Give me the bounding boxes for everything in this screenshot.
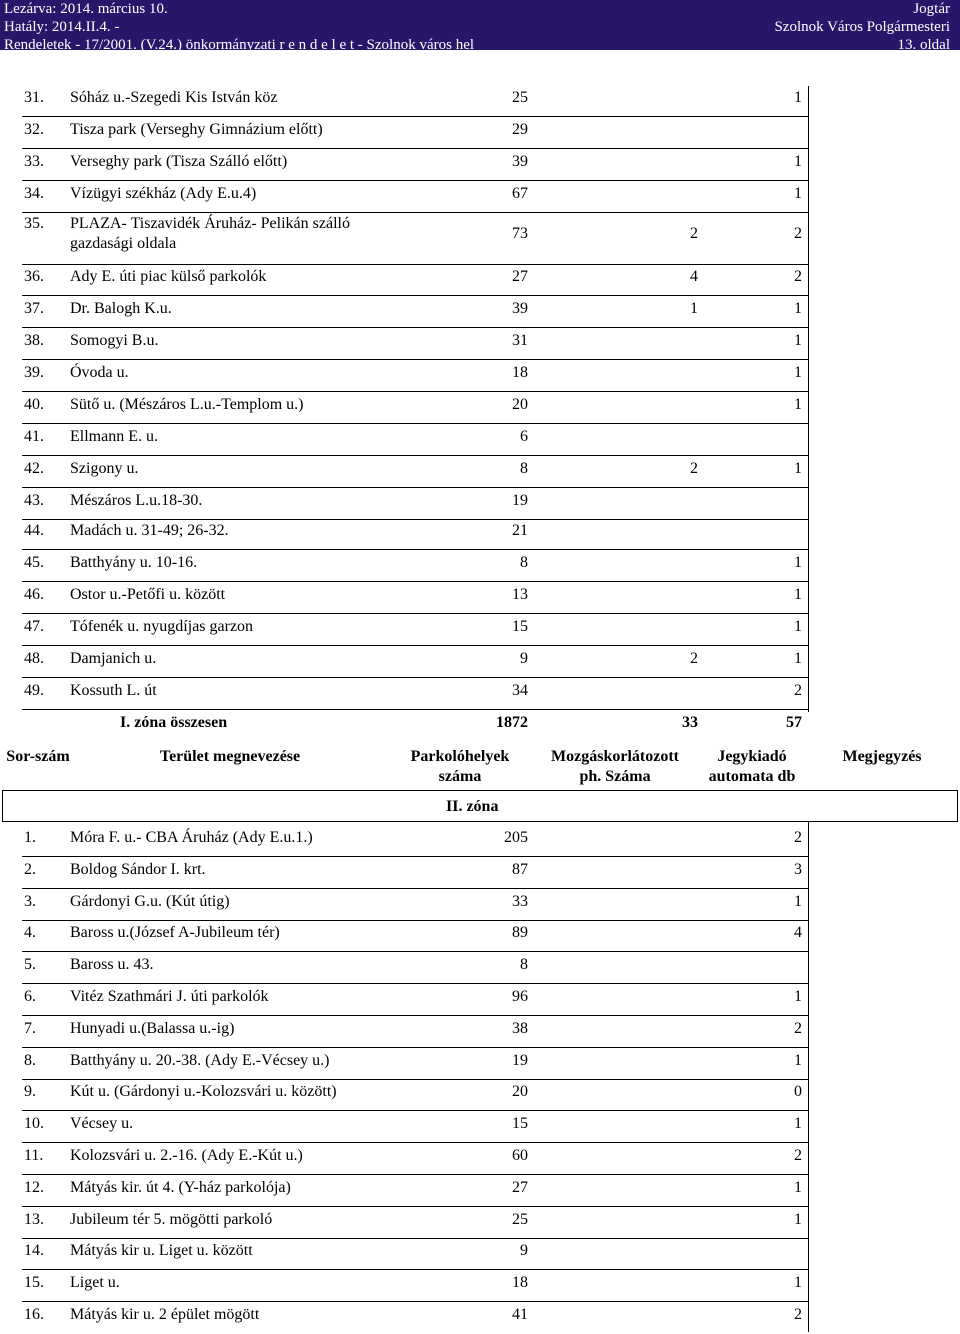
row-divider [22, 983, 808, 984]
row-divider [22, 455, 808, 456]
row-number: 15. [24, 1274, 44, 1292]
parking-spaces: 13 [512, 586, 528, 603]
parking-spaces: 41 [512, 1306, 528, 1323]
row-divider [22, 677, 808, 678]
parking-spaces: 15 [512, 618, 528, 635]
area-name: Baross u.(József A-Jubileum tér) [70, 924, 280, 942]
row-divider [22, 1079, 808, 1080]
parking-spaces: 27 [512, 1178, 528, 1196]
area-name: Sóház u.-Szegedi Kis István köz [70, 89, 278, 106]
ticket-machines: 1 [794, 396, 802, 413]
parking-spaces: 9 [520, 650, 528, 667]
zone-total-disabled: 33 [682, 714, 698, 731]
column-header-name: Terület megnevezése [159, 748, 301, 765]
row-divider [22, 951, 808, 952]
area-name: Verseghy park (Tisza Szálló előtt) [70, 153, 288, 170]
parking-spaces: 89 [512, 924, 528, 942]
ticket-machines: 1 [794, 586, 802, 603]
row-divider [22, 581, 808, 582]
area-name: Vécsey u. [70, 1115, 134, 1133]
zone-title: II. zóna [446, 798, 499, 815]
parking-spaces: 21 [512, 522, 528, 539]
header-regulation-title: Rendeletek - 17/2001. (V.24.) önkormányzati r e n d e l e t - Szolnok város hel [4, 37, 475, 53]
zone-total-label: I. zóna összesen [120, 714, 228, 731]
ticket-machines: 1 [794, 988, 802, 1005]
row-divider [22, 295, 808, 296]
row-divider [22, 487, 808, 488]
area-name: Vitéz Szathmári J. úti parkolók [70, 988, 269, 1005]
parking-spaces: 31 [512, 332, 528, 349]
ticket-machines: 2 [794, 1147, 802, 1164]
row-number: 46. [24, 586, 44, 603]
parking-spaces: 205 [504, 829, 528, 846]
column-header-machines-2: automata db [708, 768, 796, 785]
header-office: Szolnok Város Polgármesteri [774, 19, 950, 35]
disabled-spaces: 2 [690, 460, 698, 477]
ticket-machines: 1 [794, 1051, 802, 1069]
disabled-spaces: 4 [690, 268, 698, 285]
ticket-machines: 1 [794, 153, 802, 170]
area-name: Jubileum tér 5. mögötti parkoló [70, 1210, 273, 1228]
parking-spaces: 39 [512, 300, 528, 317]
area-name: Ostor u.-Petőfi u. között [70, 586, 226, 603]
row-number: 32. [24, 121, 44, 138]
row-number: 13. [24, 1210, 44, 1228]
area-name: Mátyás kir. út 4. (Y-ház parkolója) [70, 1178, 291, 1196]
area-name: Mátyás kir u. Liget u. között [70, 1242, 253, 1260]
ticket-machines: 1 [794, 185, 802, 202]
row-number: 12. [24, 1178, 44, 1196]
parking-spaces: 27 [512, 268, 528, 285]
ticket-machines: 2 [794, 682, 802, 699]
row-number: 47. [24, 618, 44, 635]
disabled-spaces: 2 [690, 650, 698, 667]
row-number: 41. [24, 428, 44, 445]
ticket-machines: 1 [794, 364, 802, 381]
area-name: Hunyadi u.(Balassa u.-ig) [70, 1019, 235, 1037]
row-number: 48. [24, 650, 44, 667]
ticket-machines: 2 [794, 829, 802, 846]
row-number: 8. [24, 1051, 36, 1069]
header-publisher: Jogtár [913, 1, 950, 17]
ticket-machines: 4 [794, 924, 802, 942]
disabled-spaces: 2 [690, 225, 698, 242]
header-right [774, 0, 950, 54]
parking-spaces: 9 [520, 1242, 528, 1260]
area-name: Gárdonyi G.u. (Kút útig) [70, 892, 230, 910]
ticket-machines: 1 [794, 460, 802, 477]
column-header-disabled-2: ph. Száma [579, 768, 651, 785]
row-divider [22, 148, 808, 149]
row-number: 5. [24, 956, 36, 974]
column-divider [808, 822, 809, 1332]
row-divider [22, 1301, 808, 1302]
row-divider [22, 856, 808, 857]
row-number: 10. [24, 1115, 44, 1133]
parking-spaces: 25 [512, 1210, 528, 1228]
area-name: Tófenék u. nyugdíjas garzon [70, 618, 254, 635]
ticket-machines: 3 [794, 860, 802, 878]
parking-spaces: 67 [512, 185, 528, 202]
area-name: Kút u. (Gárdonyi u.-Kolozsvári u. között) [70, 1083, 337, 1101]
row-divider [22, 391, 808, 392]
area-name: Boldog Sándor I. krt. [70, 860, 206, 878]
area-name: Óvoda u. [70, 364, 129, 381]
row-number: 40. [24, 396, 44, 413]
row-divider [22, 549, 808, 550]
ticket-machines: 1 [794, 618, 802, 635]
parking-spaces: 34 [512, 682, 528, 699]
parking-spaces: 20 [512, 1083, 528, 1101]
row-number: 11. [24, 1147, 44, 1164]
header-effect-date: Hatály: 2014.II.4. - [4, 19, 120, 35]
row-number: 4. [24, 924, 36, 942]
row-divider [22, 1174, 808, 1175]
row-number: 16. [24, 1306, 44, 1323]
area-name: Baross u. 43. [70, 956, 154, 974]
area-name: PLAZA- Tiszavidék Áruház- Pelikán szálló [70, 215, 350, 232]
parking-spaces: 18 [512, 364, 528, 381]
row-divider [22, 212, 808, 213]
ticket-machines: 1 [794, 892, 802, 910]
ticket-machines: 1 [794, 1210, 802, 1228]
row-number: 36. [24, 268, 44, 285]
parking-spaces: 15 [512, 1115, 528, 1133]
area-name: Ellmann E. u. [70, 428, 158, 445]
row-number: 2. [24, 860, 36, 878]
row-number: 1. [24, 829, 36, 846]
parking-spaces: 25 [512, 89, 528, 106]
row-divider [22, 1269, 808, 1270]
parking-spaces: 20 [512, 396, 528, 413]
row-divider [22, 645, 808, 646]
row-divider [22, 1110, 808, 1111]
ticket-machines: 1 [794, 650, 802, 667]
row-divider [22, 1047, 808, 1048]
area-name-continued: gazdasági oldala [70, 235, 177, 252]
area-name: Batthyány u. 20.-38. (Ady E.-Vécsey u.) [70, 1051, 330, 1069]
row-number: 9. [24, 1083, 36, 1101]
parking-spaces: 60 [512, 1147, 528, 1164]
parking-spaces: 8 [520, 554, 528, 571]
area-name: Vízügyi székház (Ady E.u.4) [70, 185, 257, 202]
parking-spaces: 8 [520, 460, 528, 477]
ticket-machines: 2 [794, 225, 802, 242]
row-divider [22, 1015, 808, 1016]
parking-spaces: 33 [512, 892, 528, 910]
area-name: Ady E. úti piac külső parkolók [70, 268, 267, 285]
row-number: 39. [24, 364, 44, 381]
ticket-machines: 1 [794, 332, 802, 349]
row-divider [22, 1206, 808, 1207]
ticket-machines: 2 [794, 268, 802, 285]
row-number: 37. [24, 300, 44, 317]
ticket-machines: 2 [794, 1019, 802, 1037]
row-divider [22, 1142, 808, 1143]
parking-spaces: 19 [512, 1051, 528, 1069]
ticket-machines: 1 [794, 1178, 802, 1196]
row-number: 42. [24, 460, 44, 477]
row-number: 44. [24, 522, 44, 539]
row-number: 7. [24, 1019, 36, 1037]
parking-spaces: 29 [512, 121, 528, 138]
parking-spaces: 96 [512, 988, 528, 1005]
row-divider [22, 519, 808, 520]
column-header-disabled-1: Mozgáskorlátozott [551, 748, 679, 765]
ticket-machines: 1 [794, 554, 802, 571]
area-name: Madách u. 31-49; 26-32. [70, 522, 229, 539]
area-name: Tisza park (Verseghy Gimnázium előtt) [70, 121, 323, 138]
area-name: Batthyány u. 10-16. [70, 554, 198, 571]
area-name: Mátyás kir u. 2 épület mögött [70, 1306, 260, 1323]
area-name: Liget u. [70, 1274, 120, 1292]
ticket-machines: 1 [794, 1115, 802, 1133]
area-name: Kolozsvári u. 2.-16. (Ady E.-Kút u.) [70, 1147, 303, 1164]
ticket-machines: 0 [794, 1083, 802, 1101]
area-name: Móra F. u.- CBA Áruház (Ady E.u.1.) [70, 829, 313, 846]
row-divider [22, 423, 808, 424]
row-number: 6. [24, 988, 36, 1005]
row-number: 35. [24, 215, 44, 232]
parking-spaces: 39 [512, 153, 528, 170]
row-number: 34. [24, 185, 44, 202]
ticket-machines: 2 [794, 1306, 802, 1323]
area-name: Somogyi B.u. [70, 332, 159, 349]
area-name: Szigony u. [70, 460, 139, 477]
document-header [0, 0, 960, 53]
disabled-spaces: 1 [690, 300, 698, 317]
parking-spaces: 73 [512, 225, 528, 242]
ticket-machines: 1 [794, 300, 802, 317]
column-header-number: Sor-szám [6, 748, 70, 765]
row-number: 45. [24, 554, 44, 571]
row-number: 14. [24, 1242, 44, 1260]
area-name: Damjanich u. [70, 650, 157, 667]
parking-spaces: 38 [512, 1019, 528, 1037]
parking-spaces: 8 [520, 956, 528, 974]
parking-spaces: 18 [512, 1274, 528, 1292]
zone-total-machines: 57 [786, 714, 802, 731]
row-divider [22, 180, 808, 181]
column-header-machines-1: Jegykiadó [717, 748, 787, 765]
row-divider [22, 888, 808, 889]
row-number: 31. [24, 89, 44, 106]
row-number: 38. [24, 332, 44, 349]
parking-spaces: 19 [512, 492, 528, 509]
parking-spaces: 87 [512, 860, 528, 878]
header-closed-date: Lezárva: 2014. március 10. [4, 1, 168, 17]
row-divider [22, 327, 808, 328]
area-name: Dr. Balogh K.u. [70, 300, 172, 317]
header-left [4, 0, 474, 54]
row-divider [22, 264, 808, 265]
area-name: Mészáros L.u.18-30. [70, 492, 203, 509]
row-divider [22, 613, 808, 614]
row-divider [22, 359, 808, 360]
ticket-machines: 1 [794, 1274, 802, 1292]
page-number: 13. oldal [897, 37, 950, 53]
column-header-spaces-2: száma [438, 768, 482, 785]
zone-total-spaces: 1872 [496, 714, 528, 731]
ticket-machines: 1 [794, 89, 802, 106]
area-name: Kossuth L. út [70, 682, 157, 699]
row-divider [22, 709, 808, 710]
column-header-spaces-1: Parkolóhelyek [410, 748, 510, 765]
row-divider [22, 116, 808, 117]
parking-spaces: 6 [520, 428, 528, 445]
row-number: 3. [24, 892, 36, 910]
row-number: 49. [24, 682, 44, 699]
row-divider [22, 920, 808, 921]
row-number: 33. [24, 153, 44, 170]
area-name: Sütő u. (Mészáros L.u.-Templom u.) [70, 396, 304, 413]
column-divider [808, 86, 809, 712]
row-divider [22, 1238, 808, 1239]
column-header-note: Megjegyzés [842, 748, 922, 765]
row-number: 43. [24, 492, 44, 509]
